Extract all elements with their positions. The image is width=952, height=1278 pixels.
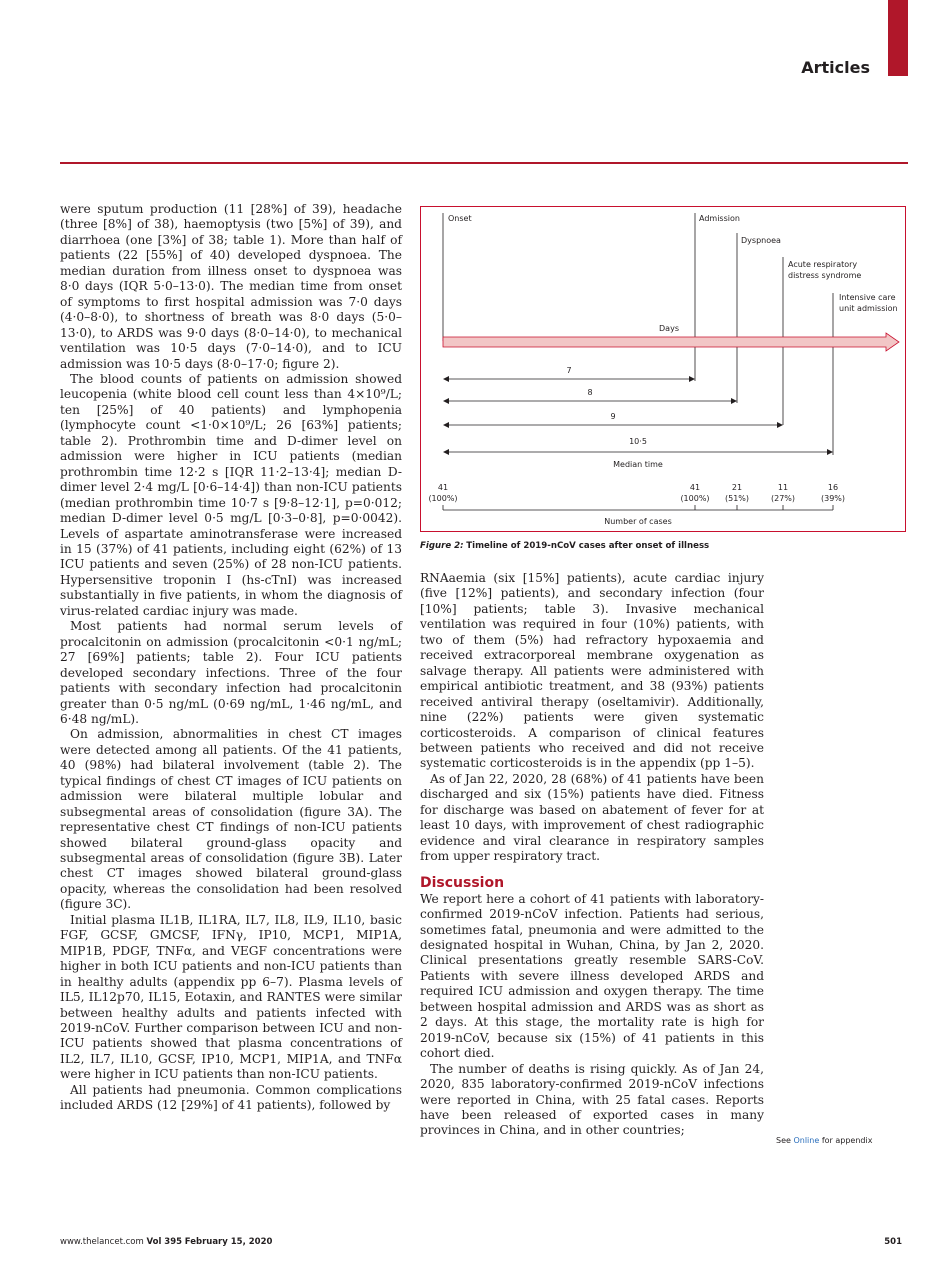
paragraph: Initial plasma IL1B, IL1RA, IL7, IL8, IL9, IL10, basic FGF, GCSF, GMCSF, IFNγ, IP10, MCP1, MIP1A, MIP1B, PDGF, TNFα, and VEGF concentrations were higher in both ICU patients and non-ICU patients than in healthy adults (appendix pp 6–7). Plasma levels of IL5, IL12p70, IL15, Eotaxin, and RANTES were similar between healthy adults and patients infected with 2019-nCoV. Further comparison between ICU and non-ICU patients showed that plasma concentrations of IL2, IL7, IL10, GCSF, IP10, MCP1, MIP1A, and TNFα were higher in ICU patients than non-ICU patients. <box>60 912 402 1082</box>
cases-count-onset: 41 <box>437 483 449 492</box>
number-of-cases-label: Number of cases <box>604 517 672 526</box>
event-label-icu-line2: unit admission <box>839 304 898 313</box>
footer-date: February 15, 2020 <box>184 1237 273 1247</box>
cases-count-icu: 16 <box>827 483 839 492</box>
cases-pct-icu: (39%) <box>820 494 846 503</box>
figure-2-timeline <box>420 206 906 532</box>
paragraph: Most patients had normal serum levels of procalcitonin on admission (procalcitonin <0·1 ng/mL; 27 [69%] patients; table 2). Four ICU patients developed secondary infections. Three of the four patients with secondary infection had procalcitonin greater than 0·5 ng/mL (0·69 ng/mL, 1·46 ng/mL, and 6·48 ng/mL). <box>60 619 402 726</box>
online-appendix-link[interactable]: Online <box>793 1136 820 1145</box>
event-label-admission: Admission <box>699 214 740 223</box>
interval-label-9: 9 <box>610 412 616 421</box>
figure-caption <box>420 541 709 551</box>
left-text-column <box>60 202 402 1114</box>
cases-count-dyspnoea: 21 <box>731 483 743 492</box>
paragraph: As of Jan 22, 2020, 28 (68%) of 41 patients have been discharged and six (15%) patients have died. Fitness for discharge was based on abatement of fever for at least 10 days, with improvement of chest radiographic evidence and viral clearance in respiratory samples from upper respiratory tract. <box>420 771 764 864</box>
figure-caption-label: Figure 2: <box>420 541 464 551</box>
paragraph: On admission, abnormalities in chest CT images were detected among all patients. Of the 41 patients, 40 (98%) had bilateral involvement (table 2). The typical findings of chest CT images of ICU patients on admission were bilateral multiple lobular and subsegmental areas of consolidation (figure 3A). The representative chest CT findings of non-ICU patients showed bilateral ground-glass opacity and subsegmental areas of consolidation (figure 3B). Later chest CT images showed bilateral ground-glass opacity, whereas the consolidation had been resolved (figure 3C). <box>60 727 402 912</box>
section-heading-discussion: Discussion <box>420 874 505 891</box>
paragraph: RNAaemia (six [15%] patients), acute cardiac injury (five [12%] patients), and secondary infection (four [10%] patients; table 3). Invasive mechanical ventilation was required in four (10%) patients, with two of them (5%) had refractory hypoxaemia and received extracorporeal membrane oxygenation as salvage therapy. All patients were administered with empirical antibiotic treatment, and 38 (93%) patients received antiviral therapy (oseltamivir). Additionally, nine (22%) patients were given systematic corticosteroids. A comparison of clinical features between patients who received and did not receive systematic corticosteroids is in the appendix (pp 1–5). <box>420 571 764 771</box>
section-color-tab <box>888 0 908 76</box>
footer-volume: Vol 395 <box>146 1237 183 1247</box>
figure-caption-text: Timeline of 2019-nCoV cases after onset of illness <box>466 541 710 551</box>
side-note-prefix: See <box>776 1136 794 1145</box>
right-text-column <box>420 571 764 1139</box>
section-label: Articles <box>801 58 870 77</box>
cases-count-ards: 11 <box>777 483 789 492</box>
footer-site[interactable]: www.thelancet.com <box>60 1237 144 1247</box>
paragraph: were sputum production (11 [28%] of 39), headache (three [8%] of 38), haemoptysis (two [5%] of 39), and diarrhoea (one [3%] of 38; table 1). More than half of patients (22 [55%] of 40) developed dyspnoea. The median duration from illness onset to dyspnoea was 8·0 days (IQR 5·0–13·0). The median time from onset of symptoms to first hospital admission was 7·0 days (4·0–8·0), to shortness of breath was 8·0 days (5·0–13·0), to ARDS was 9·0 days (8·0–14·0), to mechanical ventilation was 10·5 days (7·0–14·0), and to ICU admission was 10·5 days (8·0–17·0; figure 2). <box>60 202 402 371</box>
cases-pct-onset: (100%) <box>428 494 458 503</box>
median-time-label: Median time <box>613 460 663 469</box>
event-label-ards-line2: distress syndrome <box>788 271 862 280</box>
header-rule <box>60 162 908 164</box>
paragraph: The number of deaths is rising quickly. As of Jan 24, 2020, 835 laboratory-confirmed 2019-nCoV infections were reported in China, with 25 fatal cases. Reports have been released of exported cases in many provinces in China, and in other countries; <box>420 1061 764 1138</box>
cases-pct-admission: (100%) <box>680 494 710 503</box>
event-label-onset: Onset <box>448 214 472 223</box>
interval-label-7: 7 <box>566 366 572 375</box>
interval-label-10-5: 10·5 <box>629 437 647 446</box>
side-note-suffix: for appendix <box>819 1136 873 1145</box>
timeline-diagram <box>421 207 905 531</box>
days-arrow <box>443 333 899 351</box>
interval-label-8: 8 <box>587 388 593 397</box>
paragraph: We report here a cohort of 41 patients with laboratory-confirmed 2019-nCoV infection. Patients had serious, sometimes fatal, pneumonia and were admitted to the designated hospital in Wuhan, China, by Jan 2, 2020. Clinical presentations greatly resemble SARS-CoV. Patients with severe illness developed ARDS and required ICU admission and oxygen therapy. The time between hospital admission and ARDS was as short as 2 days. At this stage, the mortality rate is high for 2019-nCoV, because six (15%) of 41 patients in this cohort died. <box>420 891 764 1061</box>
cases-pct-ards: (27%) <box>770 494 796 503</box>
event-label-icu-line1: Intensive care <box>839 293 896 302</box>
event-label-ards-line1: Acute respiratory <box>788 260 858 269</box>
event-label-dyspnoea: Dyspnoea <box>741 236 781 245</box>
cases-count-admission: 41 <box>689 483 701 492</box>
paragraph: The blood counts of patients on admission showed leucopenia (white blood cell count less than 4×10⁹/L; ten [25%] of 40 patients) and lymphopenia (lymphocyte count <1·0×10⁹/L; 26 [63%] patients; table 2). Prothrombin time and D-dimer level on admission were higher in ICU patients (median prothrombin time 12·2 s [IQR 11·2–13·4]; median D-dimer level 2·4 mg/L [0·6–14·4]) than non-ICU patients (median prothrombin time 10·7 s [9·8–12·1], p=0·012; median D-dimer level 0·5 mg/L [0·3–0·8], p=0·0042). Levels of aspartate aminotransferase were increased in 15 (37%) of 41 patients, including eight (62%) of 13 ICU patients and seven (25%) of 28 non-ICU patients. Hypersensitive troponin I (hs-cTnI) was increased substantially in five patients, in whom the diagnosis of virus-related cardiac injury was made. <box>60 371 402 618</box>
appendix-side-note <box>776 1136 872 1145</box>
page-number: 501 <box>884 1237 902 1247</box>
footer-citation <box>60 1237 272 1247</box>
paragraph: All patients had pneumonia. Common complications included ARDS (12 [29%] of 41 patients), followed by <box>60 1082 402 1113</box>
cases-pct-dyspnoea: (51%) <box>724 494 750 503</box>
days-axis-label: Days <box>659 324 679 333</box>
